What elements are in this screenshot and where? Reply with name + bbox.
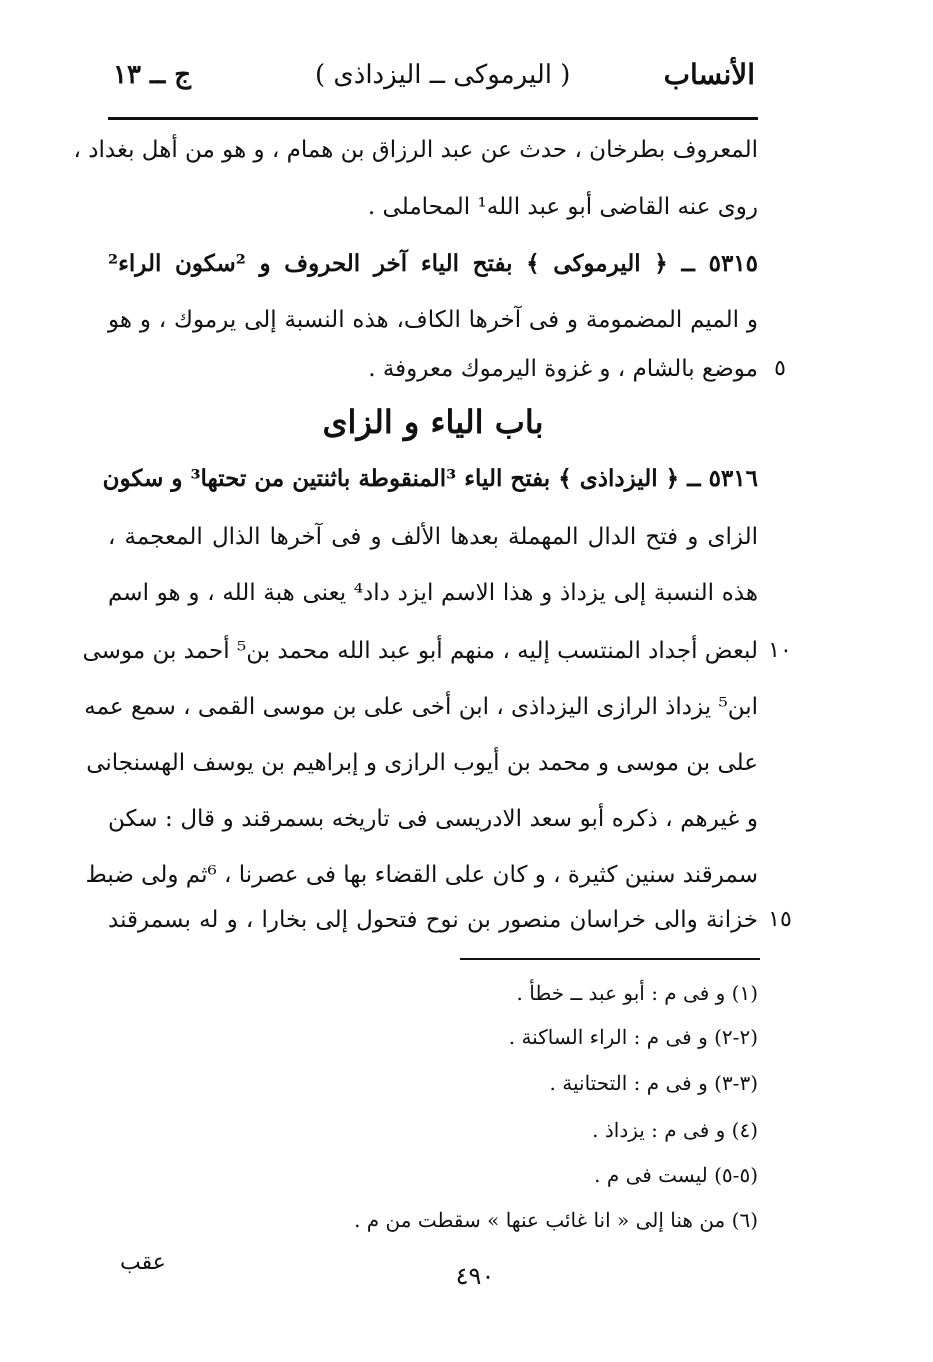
footnote: (٣-٣) و فى م : التحتانية . [549,1071,758,1095]
footnote: (٤) و فى م : يزداذ . [592,1118,758,1142]
text-line: سمرقند سنين كثيرة ، و كان على القضاء بها فى عصرنا ، ⁶ثم ولى ضبط [85,862,758,888]
header-book-title: الأنساب [663,58,755,91]
footnote: (٦) من هنا إلى « انا غائب عنها » سقطت من م . [354,1208,758,1232]
running-header [105,58,755,108]
catchword: عقب [120,1250,166,1275]
text-line: و غيرهم ، ذكره أبو سعد الادريسى فى تاريخه بسمرقند و قال : سكن [108,806,758,832]
entry-5315-line: ٥٣١٥ ــ ﴿ اليرموكى ﴾ بفتح الياء آخر الحروف و ²سكون الراء² [108,250,759,277]
header-volume: ج ــ ١٣ [113,60,192,90]
line-number: ٥ [774,356,786,381]
entry-5316-line: ٥٣١٦ ــ ﴿ اليزداذى ﴾ بفتح الياء ³المنقوطة باثنتين من تحتها³ و سكون [102,465,758,492]
footnote-rule [460,958,760,960]
line-number: ١٥ [768,907,792,932]
line-number: ١٠ [768,638,792,663]
text-line: روى عنه القاضى أبو عبد الله¹ المحاملى . [367,194,758,220]
text-line: الزاى و فتح الدال المهملة بعدها الألف و فى آخرها الذال المعجمة ، [108,524,758,550]
text-line: لبعض أجداد المنتسب إليه ، منهم أبو عبد الله محمد بن⁵ أحمد بن موسى [82,638,758,664]
footnote: (٢-٢) و فى م : الراء الساكنة . [508,1025,758,1049]
footnote: (١) و فى م : أبو عبد ــ خطأ . [516,981,758,1005]
header-entry-range: ( اليرموكى ــ اليزداذى ) [315,60,571,90]
header-rule [108,117,758,120]
text-line: موضع بالشام ، و غزوة اليرموك معروفة . [368,356,758,382]
page-number: ٤٩٠ [455,1262,495,1290]
text-line: على بن موسى و محمد بن أيوب الرازى و إبراهيم بن يوسف الهسنجانى [86,750,758,776]
text-line: هذه النسبة إلى يزداذ و هذا الاسم ايزد داد⁴ يعنى هبة الله ، و هو اسم [108,580,758,606]
text-line: ابن⁵ يزداذ الرازى اليزداذى ، ابن أخى على بن موسى القمى ، سمع عمه [84,694,758,720]
text-line: المعروف بطرخان ، حدث عن عبد الرزاق بن همام ، و هو من أهل بغداد ، [73,137,758,163]
text-line: و الميم المضمومة و فى آخرها الكاف، هذه النسبة إلى يرموك ، و هو [108,307,758,333]
section-heading: باب الياء و الزاى [322,403,544,441]
text-line: خزانة والى خراسان منصور بن نوح فتحول إلى بخارا ، و له بسمرقند [108,907,758,933]
footnote: (٥-٥) ليست فى م . [594,1163,758,1187]
